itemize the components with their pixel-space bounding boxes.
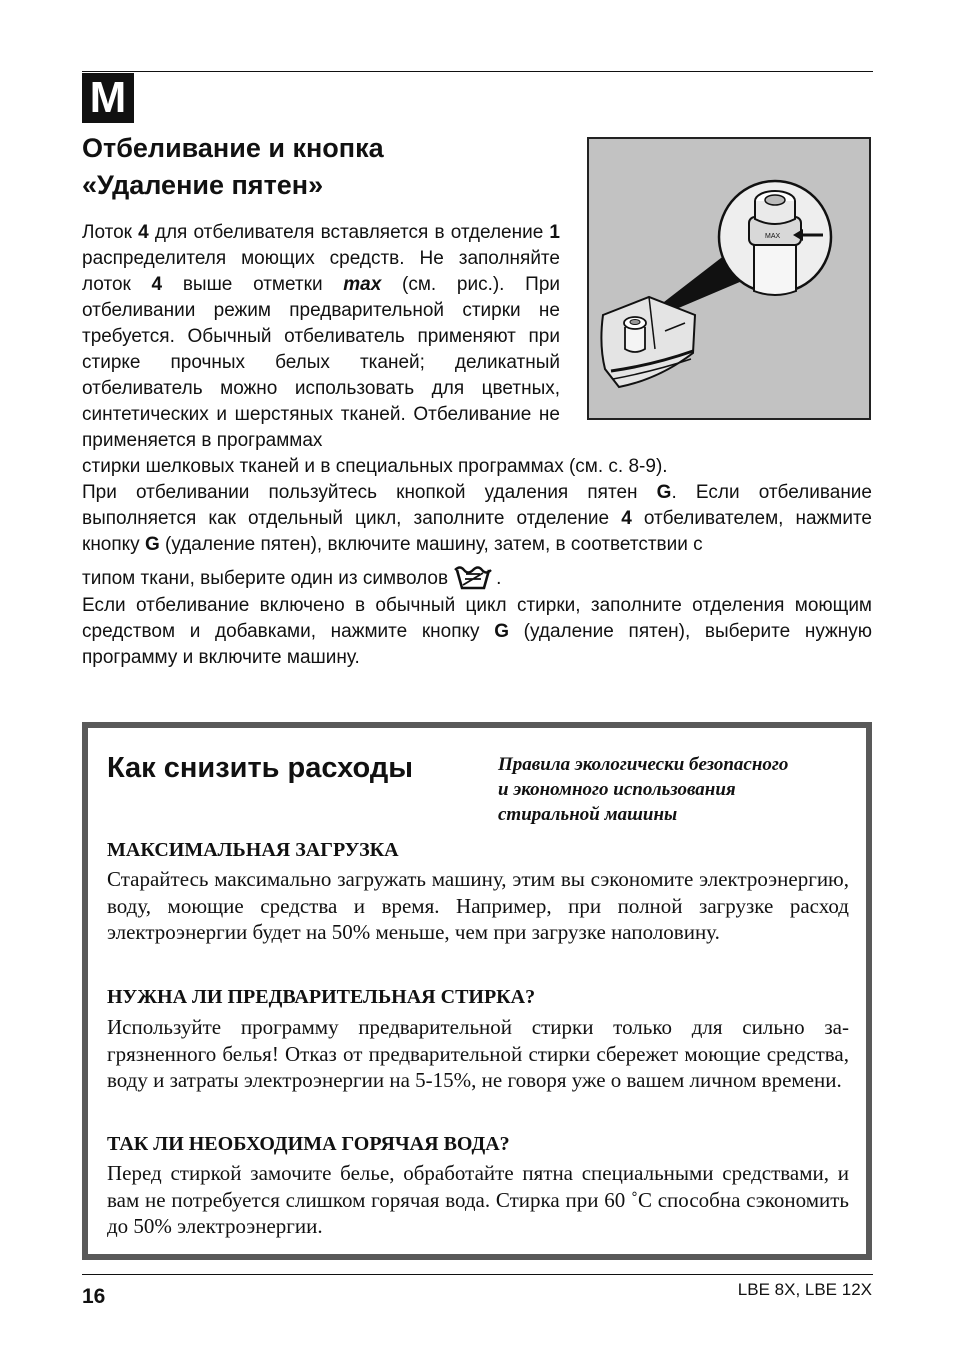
eco-heading-prewash: НУЖНА ЛИ ПРЕДВАРИТЕЛЬНАЯ СТИРКА? (107, 986, 536, 1008)
bottom-rule (82, 1274, 873, 1275)
symbol-line-text: типом ткани, выберите один из символов (82, 568, 449, 589)
bleach-paragraph-1-run: выше отметки (162, 274, 344, 295)
bleach-paragraph-2-run: отбеливателем, нажмите кнопку (82, 508, 872, 555)
bleach-paragraph-1-run: max (343, 274, 382, 295)
bleach-paragraph-1-run: распределителя моющих средств. Не заполняйте лоток (82, 248, 560, 295)
bleach-paragraph-1-run: 4 (151, 274, 163, 295)
eco-text-hot-water: Перед стиркой замочите белье, обработайте пятна специальными средствами, и вам не потребуется слишком горячая вода. Стирка при 60 ˚С способна сэкономить до 50% электроэнергии. (107, 1161, 849, 1238)
bleach-paragraph-2-run: G (656, 482, 672, 503)
bleach-paragraph-1-run: 4 (138, 222, 149, 243)
bleach-paragraph-1 (82, 220, 560, 454)
bleach-paragraph-3-run: (удаление пятен), выберите нужную программу и включите машину. (82, 621, 872, 668)
model-name: LBE 8X, LBE 12X (737, 1280, 872, 1299)
bleach-paragraph-2 (82, 480, 872, 558)
eco-tips-box (82, 722, 872, 1260)
bleach-paragraph-1-run: 1 (549, 222, 560, 243)
top-rule (82, 71, 873, 72)
eco-text-prewash: Используйте программу предварительной стирки только для сильно загрязненного белья! Отказ от предварительной стирки сбережет моющие средства, воду и затраты электроэнергии на 5-15%, не говоря уже о вашем личном времени. (107, 1015, 849, 1092)
detergent-drawer-figure (587, 137, 871, 420)
svg-text:MAX: MAX (765, 233, 781, 240)
bleach-paragraph-1-run: (см. рис.). При отбеливании режим предварительной стирки не требуется. Обычный отбеливатель применяют при стирке прочных белых тканей; деликатный отбеливатель можно использовать для цветных, синтетических и шерстяных тканей. Отбеливание не применяется в программах (82, 274, 561, 451)
detergent-drawer-bleach-tray-illustration (589, 139, 869, 418)
bleach-paragraph-3-run: G (494, 621, 509, 642)
page-number: 16 (82, 1285, 106, 1308)
symbol-line-end: . (496, 568, 502, 589)
eco-heading-max-load: МАКСИМАЛЬНАЯ ЗАГРУЗКА (107, 839, 399, 861)
eco-heading-hot-water: ТАК ЛИ НЕОБХОДИМА ГОРЯЧАЯ ВОДА? (107, 1133, 510, 1155)
eco-subtitle (498, 752, 848, 827)
bleach-paragraph-1-run: Лоток (82, 222, 139, 243)
eco-title: Как снизить расходы (107, 752, 414, 784)
bleach-paragraph-1-run: для отбеливателя вставляется в отделение (148, 222, 550, 243)
bleach-paragraph-2-run: 4 (621, 508, 632, 529)
eco-subtitle-line-2: и экономного использования (498, 779, 736, 800)
section-title-line-1: Отбеливание и кнопка (82, 133, 384, 163)
section-title-line-2: «Удаление пятен» (82, 170, 324, 200)
bleach-paragraph-2-run: G (144, 534, 160, 555)
eco-subtitle-line-3: стиральной машины (498, 804, 678, 825)
section-badge: M (82, 73, 134, 123)
bleach-paragraph-1-continued: стирки шелковых тканей и в специальных программах (см. с. 8-9). (82, 456, 668, 477)
bleach-paragraph-3 (82, 593, 872, 671)
bleach-paragraph-2-run: . Если отбеливание выполняется как отдельный цикл, заполните отделение (82, 482, 872, 529)
bleach-paragraph-3-run: Если отбеливание включено в обычный цикл стирки, заполните отделения моющим средством и добавками, нажмите кнопку (82, 595, 872, 642)
bleach-paragraph-2-run: При отбеливании пользуйтесь кнопкой удаления пятен (82, 482, 657, 503)
eco-text-max-load: Старайтесь максимально загружать машину, этим вы сэкономите электроэнергию, воду, моющие средства и время. Например, при полной загрузке расход электроэнергии будет на 50% меньше, чем при загрузке наполовину. (107, 867, 849, 944)
eco-subtitle-line-1: Правила экологически безопасного (498, 754, 789, 775)
section-title (82, 130, 552, 204)
bleach-paragraph-2-run: (удаление пятен), включите машину, затем, в соответствии с (159, 534, 703, 555)
